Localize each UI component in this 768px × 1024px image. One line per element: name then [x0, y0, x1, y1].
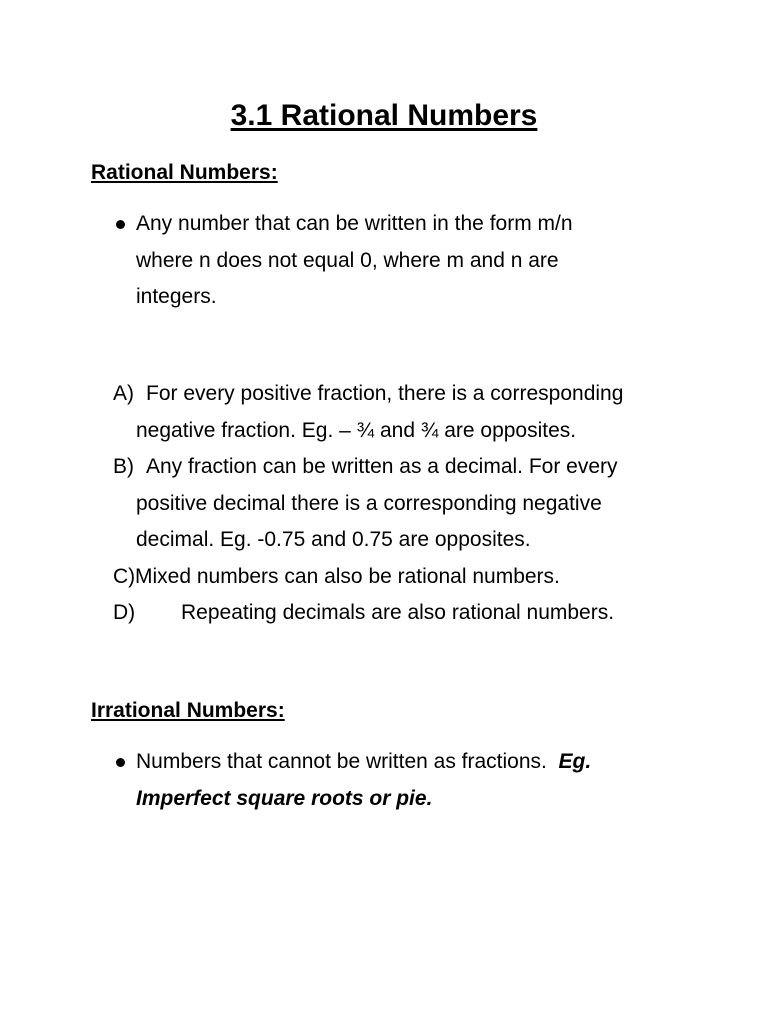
text-line: positive decimal there is a corresponding negative [136, 491, 602, 515]
list-marker: A) [113, 382, 134, 405]
list-marker: C) [113, 564, 136, 588]
list-marker: B) [113, 455, 134, 478]
text-line: integers. [136, 285, 217, 308]
text-line: Any number that can be written in the form m/n [136, 212, 573, 235]
rational-numbers-heading: Rational Numbers: [91, 161, 278, 184]
plain-text: Numbers that cannot be written as fractions. [136, 750, 547, 773]
text-line: decimal. Eg. -0.75 and 0.75 are opposites. [136, 528, 531, 551]
text-line: negative fraction. Eg. – ¾ and ¾ are opposites. [136, 418, 577, 442]
text-line: Mixed numbers can also be rational numbers. [135, 564, 560, 588]
rational-definition-bullet [115, 206, 705, 316]
text-line [136, 744, 705, 781]
rational-properties-list [113, 376, 713, 632]
emphasis-text: Eg. [558, 750, 592, 773]
list-item-d [113, 595, 713, 632]
emphasis-text: Imperfect square roots or pie. [136, 786, 433, 810]
text-line: Repeating decimals are also rational numbers. [181, 601, 615, 624]
text-line: For every positive fraction, there is a corresponding [146, 382, 624, 405]
irrational-definition-bullet [115, 744, 705, 817]
text-line: Any fraction can be written as a decimal. For every [146, 455, 618, 478]
list-item-b [113, 449, 713, 559]
list-item-c [113, 559, 713, 596]
page-title: 3.1 Rational Numbers [230, 99, 538, 132]
list-item-a [113, 376, 713, 449]
irrational-numbers-heading: Irrational Numbers: [91, 699, 285, 722]
list-marker: D) [113, 601, 136, 624]
text-line: where n does not equal 0, where m and n are [136, 248, 559, 272]
